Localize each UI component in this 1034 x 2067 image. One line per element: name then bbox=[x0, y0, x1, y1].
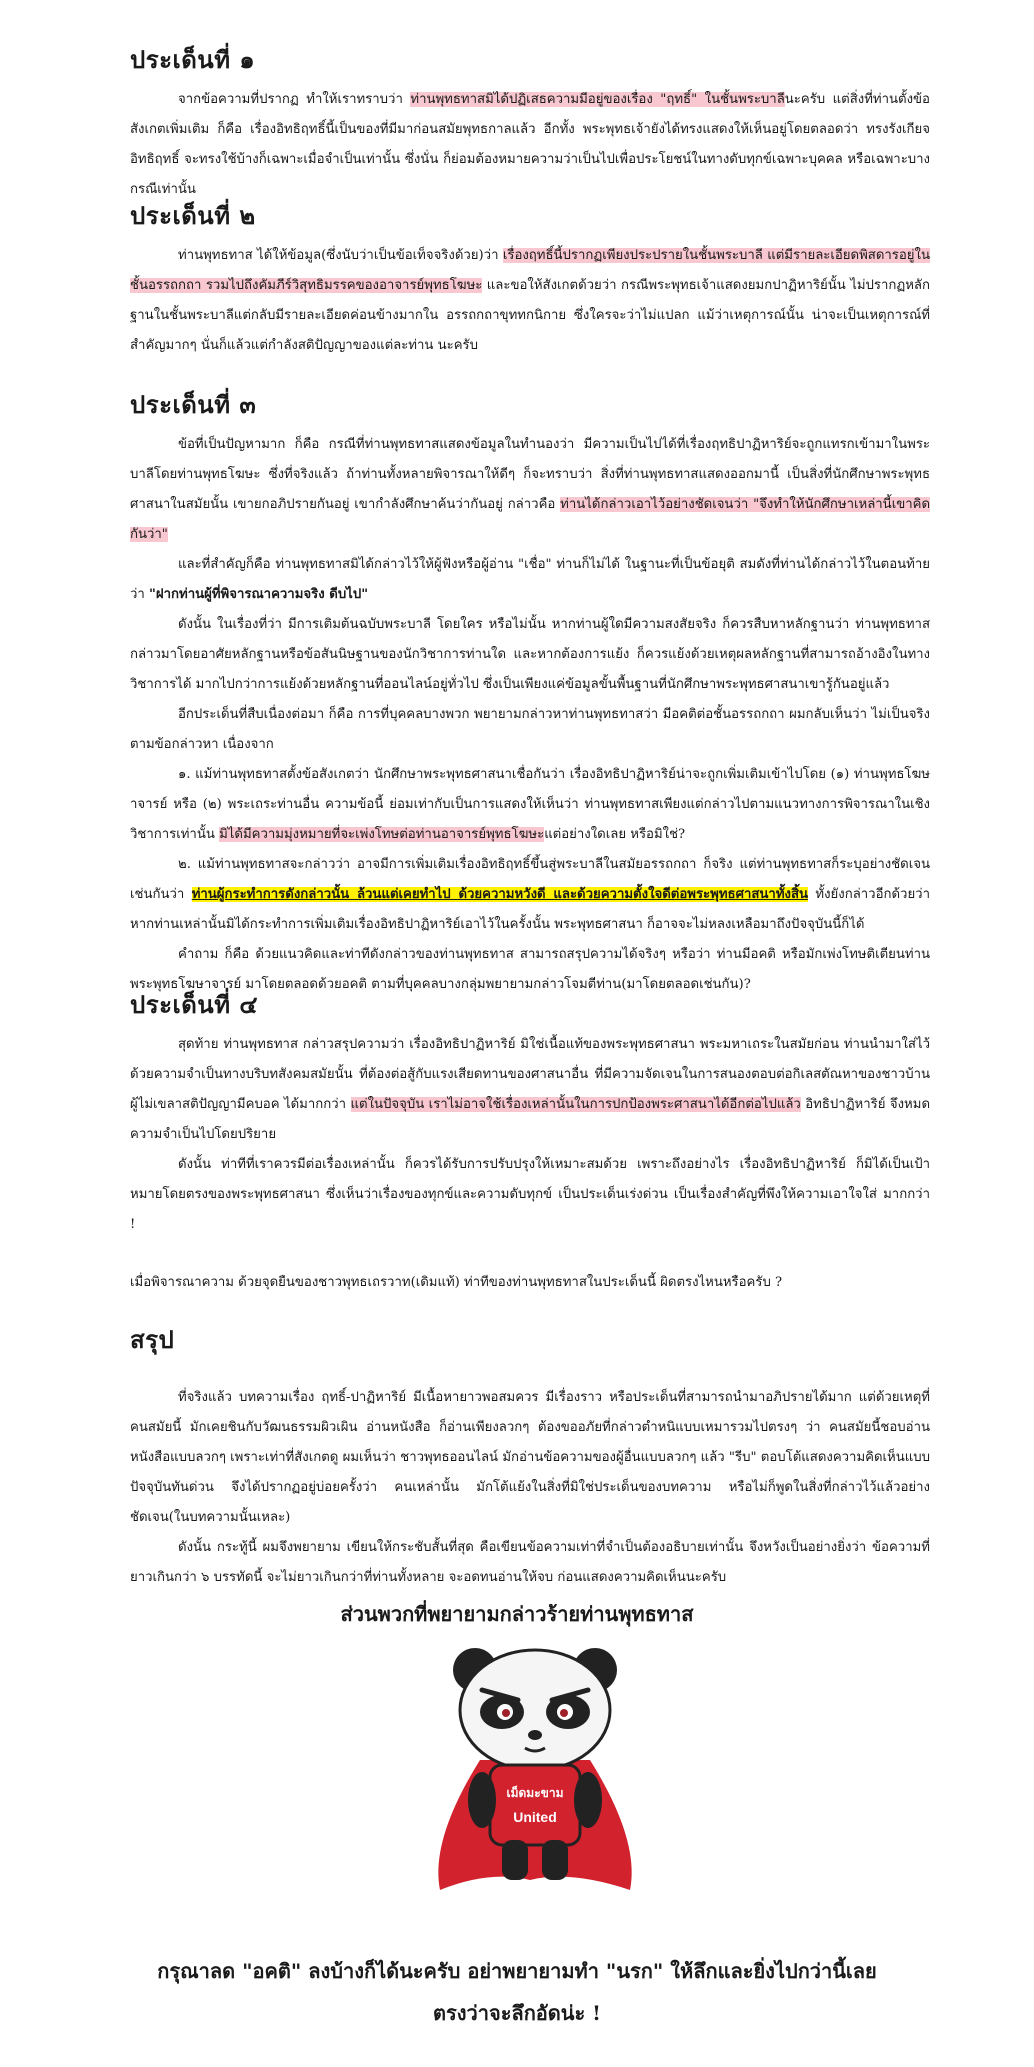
paragraph: ดังนั้น ในเรื่องที่ว่า มีการเติมต้นฉบับพระบาลี โดยใคร หรือไม่นั้น หากท่านผู้ใดมีความสงสัยจริง ก็ควรสืบหาหลักฐานว่า ท่านพุทธทาสกล่าวมาโดยอาศัยหลักฐานหรือข้อสันนิษฐานของนักวิชาการท่านใด และหากต้องการแย้ง ก็ควรแย้งด้วยเหตุผลหลักฐานที่สามารถอ้างอิงในทางวิชาการได้ มากไปกว่าการแย้งด้วยหลักฐานที่ออนไลน์อยู่ทั่วไป ซึ่งเป็นเพียงแค่ข้อมูลขั้นพื้นฐานที่นักศึกษาพระพุทธศาสนาเขารู้กันอยู่แล้ว bbox=[130, 617, 930, 692]
question-paragraph: เมื่อพิจารณาความ ด้วยจุดยืนของชาวพุทธเถรวาท(เดิมแท้) ท่าทีของท่านพุทธทาสในประเด็นนี้ ผิดตรงไหนหรือครับ ? bbox=[130, 1275, 783, 1290]
section-heading: ประเด็นที่ ๒ bbox=[130, 201, 256, 230]
paragraph: อีกประเด็นที่สืบเนื่องต่อมา ก็คือ การที่บุคคลบางพวก พยายามกล่าวหาท่านพุทธทาสว่า มีอคติต่อชั้นอรรถกถา ผมกลับเห็นว่า ไม่เป็นจริงตามข้อกล่าวหา เนื่องจาก bbox=[130, 707, 930, 752]
paragraph: ๑. แม้ท่านพุทธทาสตั้งข้อสังเกตว่า นักศึกษาพระพุทธศาสนาเชื่อกันว่า เรื่องอิทธิปาฏิหาริย์น่าจะถูกเพิ่มเติมเข้าไปโดย (๑) ท่านพุทธโฆษาจารย์ หรือ (๒) พระเถระท่านอื่น ความข้อนี้ ย่อมเท่ากับเป็นการแสดงให้เห็นว่า ท่านพุทธทาสเพียงแต่กล่าวไปตามแนวทางการพิจารณาในเชิงวิชาการเท่านั้น มิได้มีความมุ่งหมายที่จะเพ่งโทษต่อท่านอาจารย์พุทธโฆษะแต่อย่างใดเลย หรือมิใช่? bbox=[130, 767, 930, 842]
section-4 bbox=[130, 985, 930, 1298]
paragraph: ดังนั้น ท่าทีที่เราควรมีต่อเรื่องเหล่านั้น ก็ควรได้รับการปรับปรุงให้เหมาะสมด้วย เพราะถึงอย่างไร เรื่องอิทธิปาฏิหาริย์ ก็มิได้เป็นเป้าหมายโดยตรงของพระพุทธศาสนา ซึ่งเห็นว่าเรื่องของทุกข์และความดับทุกข์ เป็นประเด็นเร่งด่วน เป็นเรื่องสำคัญที่พึงให้ความเอาใจใส่ มากกว่า ! bbox=[130, 1157, 930, 1232]
panda-caption: ส่วนพวกที่พยายามกล่าวร้ายท่านพุทธทาส bbox=[340, 1602, 694, 1626]
paragraph: คำถาม ก็คือ ด้วยแนวคิดและท่าทีดังกล่าวของท่านพุทธทาส สามารถสรุปความได้จริงๆ หรือว่า ท่านมีอคติ หรือมักเพ่งโทษติเตียนท่านพระพุทธโฆษาจารย์ มาโดยตลอดด้วยอคติ ตามที่บุคคลบางกลุ่มพยายามกล่าวโจมตีท่าน(มาโดยตลอดเช่นกัน)? bbox=[130, 947, 930, 992]
section-3 bbox=[130, 385, 930, 1000]
section-1 bbox=[130, 40, 930, 205]
paragraph: สุดท้าย ท่านพุทธทาส กล่าวสรุปความว่า เรื่องอิทธิปาฏิหาริย์ มิใช่เนื้อแท้ของพระพุทธศาสนา พระมหาเถระในสมัยก่อน ท่านนำมาใส่ไว้ด้วยความจำเป็นทางบริบทสังคมสมัยนั้น ที่ต้องต่อสู้กับแรงเสียดทานของศาสนาอื่น ที่มีความจัดเจนในการสนองตอบต่อกิเลสตัณหาของชาวบ้านผู้ไม่เขลาสติปัญญามีคบอค ได้มากกว่า แต่ในปัจจุบัน เราไม่อาจใช้เรื่องเหล่านั้นในการปกป้องพระศาสนาได้อีกต่อไปแล้ว อิทธิปาฏิหาริย์ จึงหมดความจำเป็นไปโดยปริยาย bbox=[130, 1037, 931, 1142]
footer-line: กรุณาลด "อคติ" ลงบ้างก็ได้นะครับ อย่าพยายามทำ "นรก" ให้ลึกและยิ่งไปกว่านี้เลย bbox=[157, 1959, 877, 1983]
footer-line: ตรงว่าจะลึกอัดน่ะ ! bbox=[433, 2001, 601, 2025]
section-heading: ประเด็นที่ ๓ bbox=[130, 390, 257, 419]
paragraph: ข้อที่เป็นปัญหามาก ก็คือ กรณีที่ท่านพุทธทาสแสดงข้อมูลในทำนองว่า มีความเป็นไปได้ที่เรื่องฤทธิปาฏิหาริย์จะถูกแทรกเข้ามาในพระบาลีโดยท่านพุทธโฆษะ ซึ่งที่จริงแล้ว ถ้าท่านทั้งหลายพิจารณาให้ดีๆ ก็จะทราบว่า สิ่งที่ท่านพุทธทาสแสดงออกมานี้ เป็นสิ่งที่นักศึกษาพระพุทธศาสนาในสมัยนั้น เขายกอภิปรายกันอยู่ เขากำลังศึกษาค้นว่ากันอยู่ กล่าวคือ ท่านได้กล่าวเอาไว้อย่างชัดเจนว่า "จึงทำให้นักศึกษาเหล่านี้เขาคิดกันว่า" bbox=[130, 437, 931, 542]
paragraph: ที่จริงแล้ว บทความเรื่อง ฤทธิ์-ปาฏิหาริย์ มีเนื้อหายาวพอสมควร มีเรื่องราว หรือประเด็นที่สามารถนำมาอภิปรายได้มาก แต่ด้วยเหตุที่คนสมัยนี้ มักเคยชินกับวัฒนธรรมผิวเผิน อ่านหนังสือ ก็อ่านเพียงลวกๆ ต้องขออภัยที่กล่าวตำหนิแบบเหมารวมไปตรงๆ ว่า คนสมัยนี้ชอบอ่านหนังสือแบบลวกๆ เพราะเท่าที่สังเกตดู ผมเห็นว่า ชาวพุทธออนไลน์ มักอ่านข้อความของผู้อื่นแบบลวกๆ แล้ว "รีบ" ตอบโต้แสดงความคิดเห็นแบบปัจจุบันทันด่วน จึงได้ปรากฏอยู่บ่อยครั้งว่า คนเหล่านั้น มักโต้แย้งในสิ่งที่มิใช่ประเด็นของบทความ หรือไม่ก็พูดในสิ่งที่กล่าวไว้แล้วอย่างชัดเจน(ในบทความนั้นเหละ) bbox=[130, 1390, 930, 1525]
section-2 bbox=[130, 196, 930, 361]
paragraph: และที่สำคัญก็คือ ท่านพุทธทาสมิได้กล่าวไว้ให้ผู้ฟังหรือผู้อ่าน "เชื่อ" ท่านก็ไม่ได้ ในฐานะที่เป็นข้อยุติ สมดังที่ท่านได้กล่าวไว้ในตอนท้ายว่า "ฝากท่านผู้ที่พิจารณาความจริง ดีบไป" bbox=[130, 557, 930, 602]
svg-text:United: United bbox=[513, 1809, 557, 1825]
section-heading: สรุป bbox=[130, 1325, 175, 1354]
summary-section bbox=[130, 1320, 930, 1593]
paragraph: ท่านพุทธทาส ได้ให้ข้อมูล(ซึ่งนับว่าเป็นข้อเท็จจริงด้วย)ว่า เรื่องฤทธิ์นี้ปรากฏเพียงประปรายในชั้นพระบาลี แต่มีรายละเอียดพิสดารอยู่ในชั้นอรรถกถา รวมไปถึงคัมภีร์วิสุทธิมรรคของอาจารย์พุทธโฆษะ และขอให้สังเกตด้วยว่า กรณีพระพุทธเจ้าแสดงยมกปาฏิหาริย์นั้น ไม่ปรากฏหลักฐานในชั้นพระบาลีแต่กลับมีรายละเอียดค่อนข้างมากใน อรรถกถาขุททกนิกาย ซึ่งใครจะว่าไม่แปลก แม้ว่าเหตุการณ์นั้น น่าจะเป็นเหตุการณ์ที่สำคัญมากๆ นั่นก็แล้วแต่กำลังสติปัญญาของแต่ละท่าน นะครับ bbox=[130, 248, 930, 353]
paragraph: จากข้อความที่ปรากฏ ทำให้เราทราบว่า ท่านพุทธทาสมิได้ปฏิเสธความมีอยู่ของเรื่อง "ฤทธิ์" ในชั้นพระบาลีนะครับ แต่สิ่งที่ท่านตั้งข้อสังเกตเพิ่มเติม ก็คือ เรื่องอิทธิฤทธิ์นี้เป็นของที่มีมาก่อนสมัยพุทธกาลแล้ว อีกทั้ง พระพุทธเจ้ายังได้ทรงแสดงให้เห็นอยู่โดยตลอดว่า ทรงรังเกียจอิทธิฤทธิ์ จะทรงใช้บ้างก็เฉพาะเมื่อจำเป็นเท่านั้น ซึ่งนั่น ก็ย่อมต้องหมายความว่าเป็นไปเพื่อประโยชน์ในทางดับทุกข์เฉพาะบุคคล หรือเฉพาะบางกรณีเท่านั้น bbox=[130, 92, 930, 197]
footer-text bbox=[0, 1950, 1034, 2034]
panda-mascot-image bbox=[420, 1640, 650, 1900]
section-heading: ประเด็นที่ ๔ bbox=[130, 990, 259, 1019]
section-heading: ประเด็นที่ ๑ bbox=[130, 45, 256, 74]
paragraph: ๒. แม้ท่านพุทธทาสจะกล่าวว่า อาจมีการเพิ่มเติมเรื่องอิทธิฤทธิ์ขึ้นสู่พระบาลีในสมัยอรรถกถา ก็จริง แต่ท่านพุทธทาสก็ระบุอย่างชัดเจนเช่นกันว่า ท่านผู้กระทำการดังกล่าวนั้น ล้วนแต่เคยทำไป ด้วยความหวังดี และด้วยความตั้งใจดีต่อพระพุทธศาสนาทั้งสิ้น ทั้งยังกล่าวอีกด้วยว่า หากท่านเหล่านั้นมิได้กระทำการเพิ่มเติมเรื่องอิทธิปาฏิหาริย์เอาไว้ในครั้งนั้น พระพุทธศาสนา ก็อาจจะไม่หลงเหลือมาถึงปัจจุบันนี้ก็ได้ bbox=[130, 857, 930, 932]
paragraph: ดังนั้น กระทู้นี้ ผมจึงพยายาม เขียนให้กระชับสั้นที่สุด คือเขียนข้อความเท่าที่จำเป็นต้องอธิบายเท่านั้น จึงหวังเป็นอย่างยิ่งว่า ข้อความที่ยาวเกินกว่า ๖ บรรทัดนี้ จะไม่ยาวเกินกว่าที่ท่านทั้งหลาย จะอดทนอ่านให้จบ ก่อนแสดงความคิดเห็นนะครับ bbox=[130, 1540, 930, 1585]
svg-text:เม็ดมะขาม: เม็ดมะขาม bbox=[506, 1786, 564, 1800]
